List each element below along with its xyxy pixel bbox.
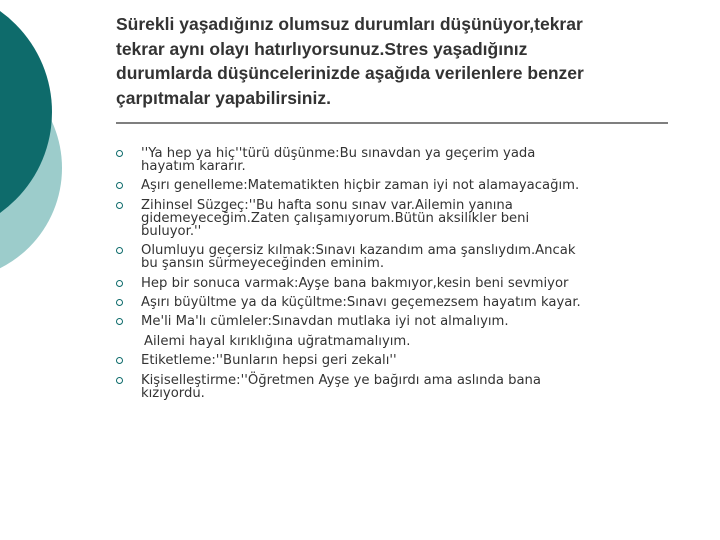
list-item-text: buluyor.'': [141, 223, 202, 239]
list-item: [116, 147, 696, 173]
decorative-circles-graphic: [0, 0, 70, 300]
list-item-text: hayatım kararır.: [141, 159, 246, 174]
bullet-icon: [116, 280, 123, 287]
slide-title-line: çarpıtmalar yapabilirsiniz.: [116, 87, 331, 108]
list-item: [116, 199, 696, 238]
bullet-icon: [116, 247, 123, 254]
list-item-text: Etiketleme:''Bunların hepsi geri zekalı'': [141, 353, 397, 369]
list-item-text: kızıyordu.: [141, 385, 205, 401]
slide-title: [116, 12, 676, 110]
list-item: [116, 244, 696, 270]
list-item: [116, 354, 696, 367]
list-item-text: Kişiselleştirme:''Öğretmen Ayşe ye bağırdı ama aslında bana: [141, 372, 541, 388]
title-divider: [116, 122, 668, 124]
list-item: [116, 179, 696, 192]
bullet-icon: [116, 318, 123, 325]
list-item-text: gidemeyeceğim.Zaten çalışamıyorum.Bütün aksilikler beni: [141, 210, 530, 226]
bullet-icon: [116, 202, 123, 209]
bullet-icon: [116, 150, 123, 157]
list-item: [116, 374, 696, 400]
list-item-text: bu şansın sürmeyeceğinden eminim.: [141, 256, 385, 272]
slide-title-line: Sürekli yaşadığınız olumsuz durumları düşünüyor,tekrar: [116, 14, 583, 34]
list-item-text: Zihinsel Süzgeç:''Bu hafta sonu sınav var.Ailemin yanına: [141, 197, 513, 213]
list-item-text: Olumluyu geçersiz kılmak:Sınavı kazandım ama şanslıydım.Ancak: [141, 243, 576, 259]
slide-title-line: durumlarda düşüncelerinizde aşağıda verilenlere benzer: [116, 63, 584, 83]
bullet-icon: [116, 357, 123, 364]
list-item-text: Aşırı büyültme ya da küçültme:Sınavı geçemezsem hayatım kayar.: [141, 294, 581, 310]
list-item-text: ''Ya hep ya hiç''türü düşünme:Bu sınavdan ya geçerim yada: [141, 146, 536, 161]
list-item: [116, 277, 696, 290]
bullet-icon: [116, 377, 123, 384]
list-item: [116, 315, 696, 328]
list-item-continuation: [116, 335, 696, 348]
bullet-icon: [116, 182, 123, 189]
list-item-text: Ailemi hayal kırıklığına uğratmamalıyım.: [144, 333, 411, 349]
bullet-icon: [116, 299, 123, 306]
list-item: [116, 296, 696, 309]
list-item-text: Hep bir sonuca varmak:Ayşe bana bakmıyor,kesin beni sevmiyor: [141, 275, 569, 291]
list-item-text: Me'li Ma'lı cümleler:Sınavdan mutlaka iyi not almalıyım.: [141, 314, 509, 330]
slide-title-line: tekrar aynı olayı hatırlıyorsunuz.Stres yaşadığınız: [116, 38, 528, 59]
bullet-list: [116, 147, 696, 406]
list-item-text: Aşırı genelleme:Matematikten hiçbir zaman iyi not alamayacağım.: [141, 178, 580, 194]
